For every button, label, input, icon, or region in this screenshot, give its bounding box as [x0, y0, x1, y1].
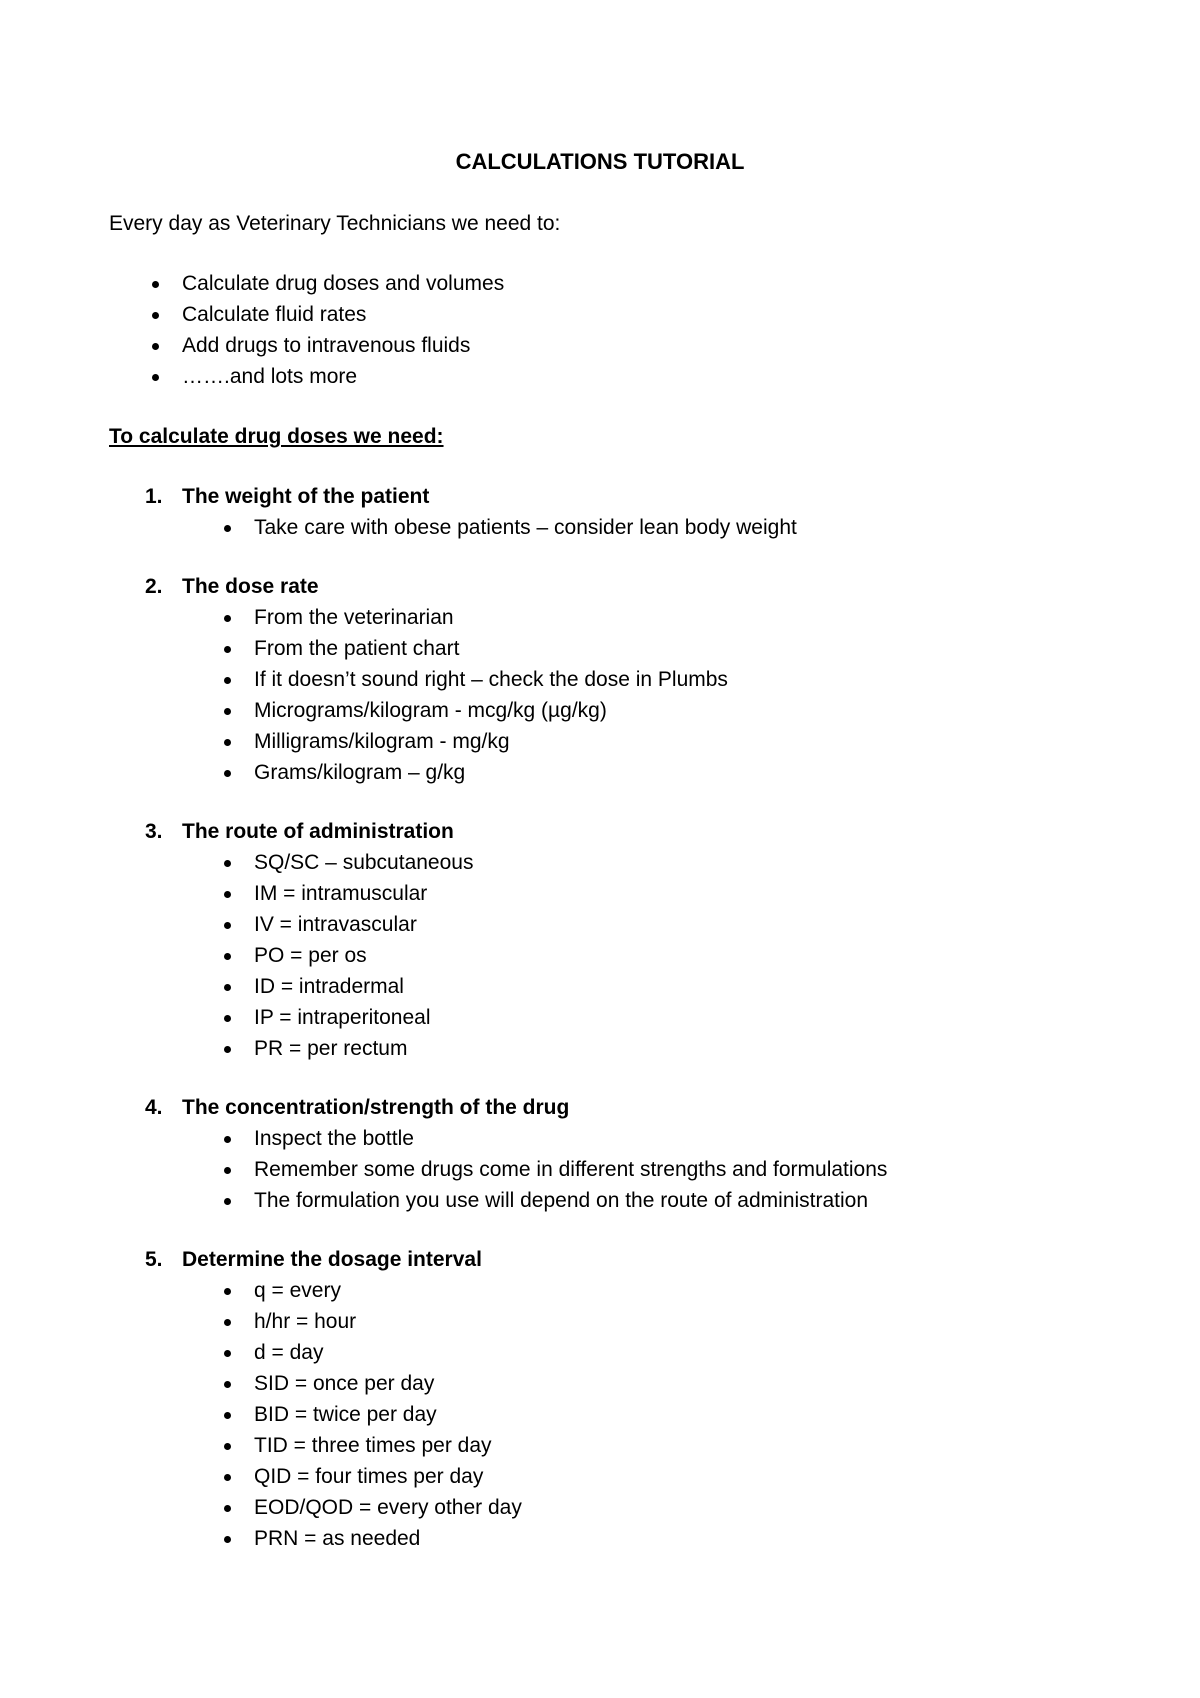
section-heading: The concentration/strength of the drug	[182, 1096, 570, 1119]
section-number: 4.	[145, 1096, 163, 1119]
section-item: From the patient chart	[254, 637, 460, 660]
subheading: To calculate drug doses we need:	[109, 425, 444, 448]
bullet-icon	[224, 525, 231, 532]
task-item: Calculate fluid rates	[182, 303, 367, 326]
bullet-icon	[224, 677, 231, 684]
bullet-icon	[224, 1474, 231, 1481]
section-heading: Determine the dosage interval	[182, 1248, 482, 1271]
section-number: 5.	[145, 1248, 163, 1271]
section-item: BID = twice per day	[254, 1403, 437, 1426]
section-item: SQ/SC – subcutaneous	[254, 851, 474, 874]
task-item: Calculate drug doses and volumes	[182, 272, 505, 295]
section-heading: The dose rate	[182, 575, 319, 598]
bullet-icon	[224, 1536, 231, 1543]
section-item: Milligrams/kilogram - mg/kg	[254, 730, 510, 753]
bullet-icon	[152, 343, 159, 350]
section-item: PR = per rectum	[254, 1037, 408, 1060]
bullet-icon	[224, 891, 231, 898]
bullet-icon	[224, 646, 231, 653]
section-item: Grams/kilogram – g/kg	[254, 761, 466, 784]
bullet-icon	[224, 1136, 231, 1143]
section-item: PRN = as needed	[254, 1527, 421, 1550]
section-item: If it doesn’t sound right – check the dose in Plumbs	[254, 668, 728, 691]
bullet-icon	[224, 1046, 231, 1053]
bullet-icon	[224, 708, 231, 715]
bullet-icon	[224, 1412, 231, 1419]
bullet-icon	[224, 739, 231, 746]
section-item: Remember some drugs come in different strengths and formulations	[254, 1158, 888, 1181]
bullet-icon	[224, 984, 231, 991]
bullet-icon	[224, 860, 231, 867]
section-item: IM = intramuscular	[254, 882, 428, 905]
bullet-icon	[224, 615, 231, 622]
bullet-icon	[224, 1319, 231, 1326]
task-item: Add drugs to intravenous fluids	[182, 334, 471, 357]
intro-text: Every day as Veterinary Technicians we need to:	[109, 212, 561, 235]
section-number: 3.	[145, 820, 163, 843]
section-item: q = every	[254, 1279, 341, 1302]
section-item: IP = intraperitoneal	[254, 1006, 431, 1029]
section-item: EOD/QOD = every other day	[254, 1496, 522, 1519]
bullet-icon	[224, 922, 231, 929]
section-item: PO = per os	[254, 944, 367, 967]
bullet-icon	[224, 1288, 231, 1295]
section-heading: The route of administration	[182, 820, 454, 843]
bullet-icon	[224, 1381, 231, 1388]
bullet-icon	[224, 1443, 231, 1450]
bullet-icon	[224, 1350, 231, 1357]
section-item: d = day	[254, 1341, 324, 1364]
bullet-icon	[152, 374, 159, 381]
section-number: 2.	[145, 575, 163, 598]
section-heading: The weight of the patient	[182, 485, 430, 508]
section-item: TID = three times per day	[254, 1434, 492, 1457]
section-item: ID = intradermal	[254, 975, 404, 998]
bullet-icon	[224, 953, 231, 960]
bullet-icon	[224, 1015, 231, 1022]
bullet-icon	[152, 281, 159, 288]
section-item: Micrograms/kilogram - mcg/kg (µg/kg)	[254, 699, 607, 722]
section-item: From the veterinarian	[254, 606, 454, 629]
section-number: 1.	[145, 485, 163, 508]
bullet-icon	[152, 312, 159, 319]
bullet-icon	[224, 1167, 231, 1174]
section-item: Take care with obese patients – consider lean body weight	[254, 516, 797, 539]
section-item: h/hr = hour	[254, 1310, 357, 1333]
bullet-icon	[224, 1505, 231, 1512]
task-item: …….and lots more	[182, 365, 358, 388]
bullet-icon	[224, 1198, 231, 1205]
section-item: QID = four times per day	[254, 1465, 484, 1488]
document-title: CALCULATIONS TUTORIAL	[455, 149, 745, 174]
section-item: Inspect the bottle	[254, 1127, 414, 1150]
section-item: SID = once per day	[254, 1372, 435, 1395]
section-item: IV = intravascular	[254, 913, 417, 936]
bullet-icon	[224, 770, 231, 777]
section-item: The formulation you use will depend on the route of administration	[254, 1189, 869, 1212]
